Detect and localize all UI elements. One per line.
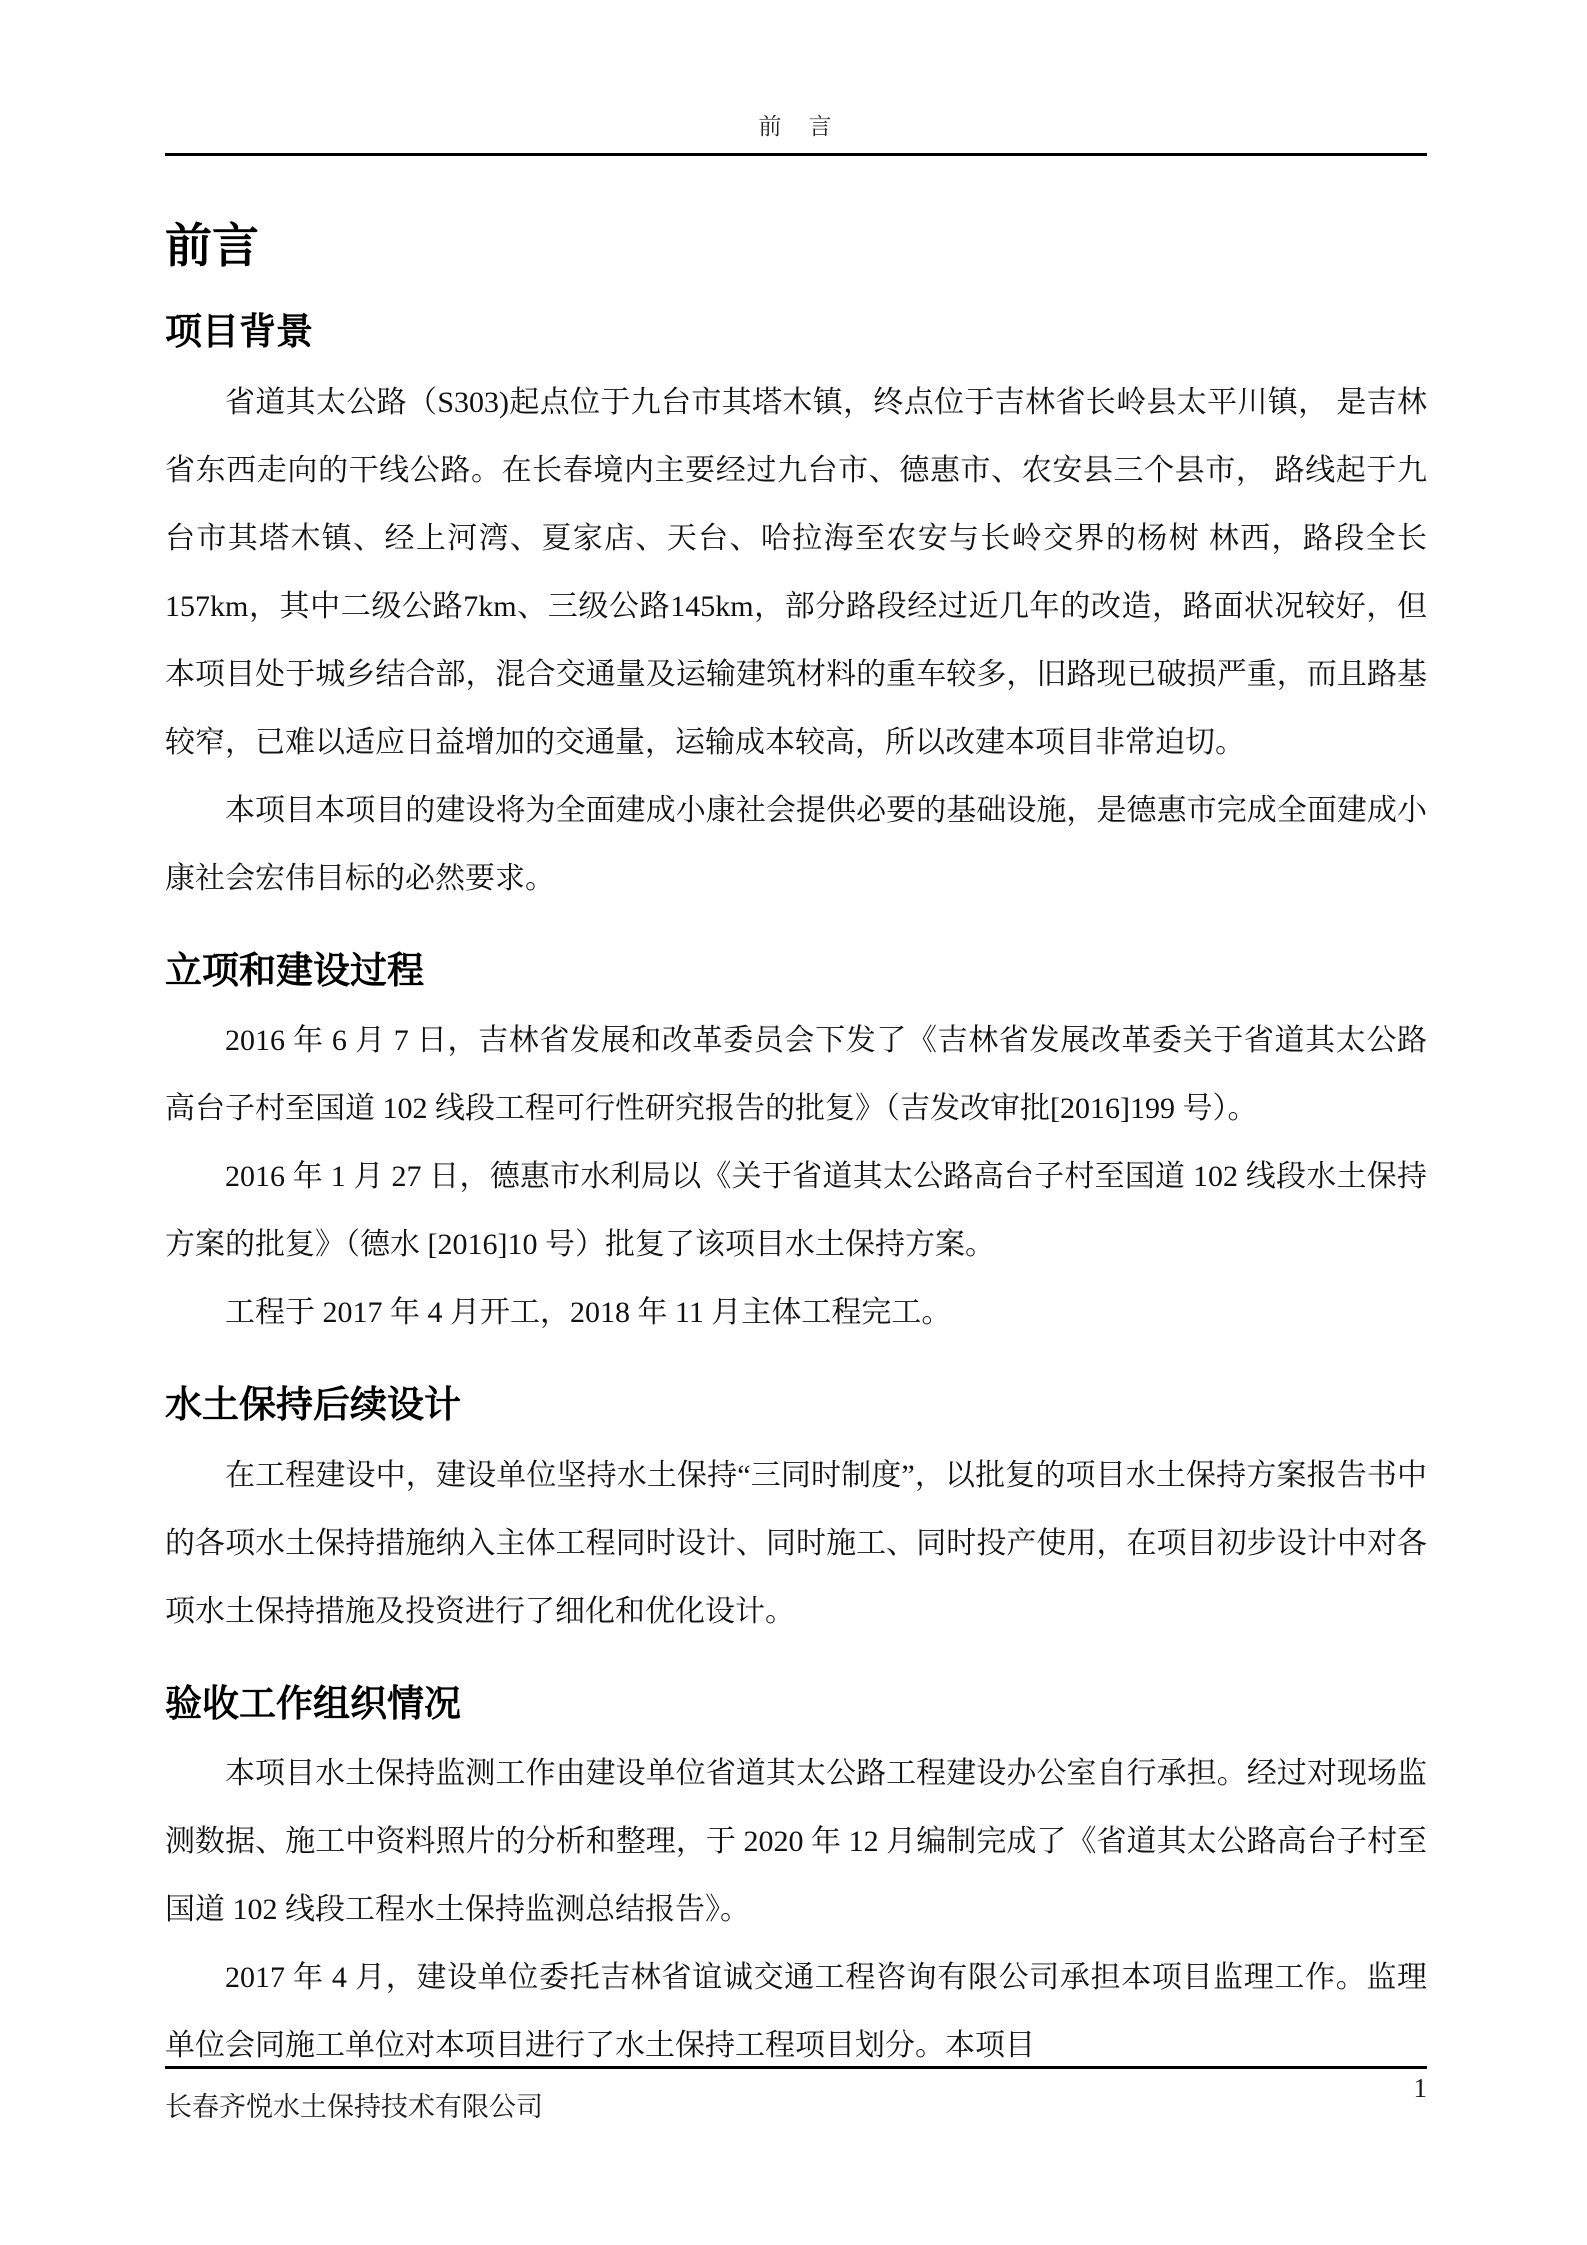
document-title: 前言 bbox=[165, 219, 259, 272]
paragraph: 2016 年 1 月 27 日，德惠市水利局以《关于省道其太公路高台子村至国道 102 线段水土保持方案的批复》（德水 [2016]10 号）批复了该项目水土保持方案。 bbox=[165, 1160, 1427, 1262]
paragraph: 2016 年 6 月 7 日，吉林省发展和改革委员会下发了《吉林省发展改革委关于省道其太公路高台子村至国道 102 线段工程可行性研究报告的批复》（吉发改审批[2016]199 号）。 bbox=[165, 1024, 1427, 1126]
section-heading-project-background: 项目背景 bbox=[165, 311, 313, 353]
section-heading-approval-and-construction: 立项和建设过程 bbox=[165, 949, 424, 991]
paragraph: 2017 年 4 月，建设单位委托吉林省谊诚交通工程咨询有限公司承担本项目监理工作。监理单位会同施工单位对本项目进行了水土保持工程项目划分。本项目 bbox=[165, 1960, 1427, 2062]
running-header-title: 前 言 bbox=[758, 114, 834, 139]
footer-company-name: 长春齐悦水土保持技术有限公司 bbox=[165, 2092, 543, 2122]
page-footer bbox=[165, 2066, 1427, 2124]
paragraph: 在工程建设中，建设单位坚持水土保持“三同时制度”，以批复的项目水土保持方案报告书中的各项水土保持措施纳入主体工程同时设计、同时施工、同时投产使用，在项目初步设计中对各项水土保持措施及投资进行了细化和优化设计。 bbox=[165, 1458, 1427, 1628]
paragraph: 本项目水土保持监测工作由建设单位省道其太公路工程建设办公室自行承担。经过对现场监测数据、施工中资料照片的分析和整理，于 2020 年 12 月编制完成了《省道其太公路高台子村至国道 102 线段工程水土保持监测总结报告》。 bbox=[165, 1756, 1427, 1926]
footer-row bbox=[165, 2069, 1427, 2124]
paragraph: 工程于 2017 年 4 月开工，2018 年 11 月主体工程完工。 bbox=[225, 1296, 952, 1330]
page-content bbox=[165, 0, 1427, 2080]
header-rule bbox=[165, 153, 1427, 156]
page-header bbox=[165, 0, 1427, 141]
page-number: 1 bbox=[1413, 2073, 1427, 2103]
paragraph: 省道其太公路（S303)起点位于九台市其塔木镇，终点位于吉林省长岭县太平川镇， 是吉林省东西走向的干线公路。在长春境内主要经过九台市、德惠市、农安县三个县市， 路线起于九台市其塔木镇、经上河湾、夏家店、天台、哈拉海至农安与长岭交界的杨树 林西，路段全长157km，其中二级公路7km、三级公路145km，部分路段经过近几年的改造，路面状况较好，但本项目处于城乡结合部，混合交通量及运输建筑材料的重车较多，旧路现已破损严重，而且路基较窄，已难以适应日益增加的交通量，运输成本较高，所以改建本项目非常迫切。 bbox=[165, 385, 1427, 759]
section-heading-follow-up-design: 水土保持后续设计 bbox=[165, 1384, 461, 1426]
section-acceptance-organization bbox=[165, 1682, 1427, 2080]
section-approval-and-construction bbox=[165, 949, 1427, 1347]
paragraph: 本项目本项目的建设将为全面建成小康社会提供必要的基础设施，是德惠市完成全面建成小康社会宏伟目标的必然要求。 bbox=[165, 793, 1427, 895]
section-follow-up-design bbox=[165, 1383, 1427, 1645]
section-project-background bbox=[165, 310, 1427, 912]
section-heading-acceptance-organization: 验收工作组织情况 bbox=[165, 1682, 461, 1724]
